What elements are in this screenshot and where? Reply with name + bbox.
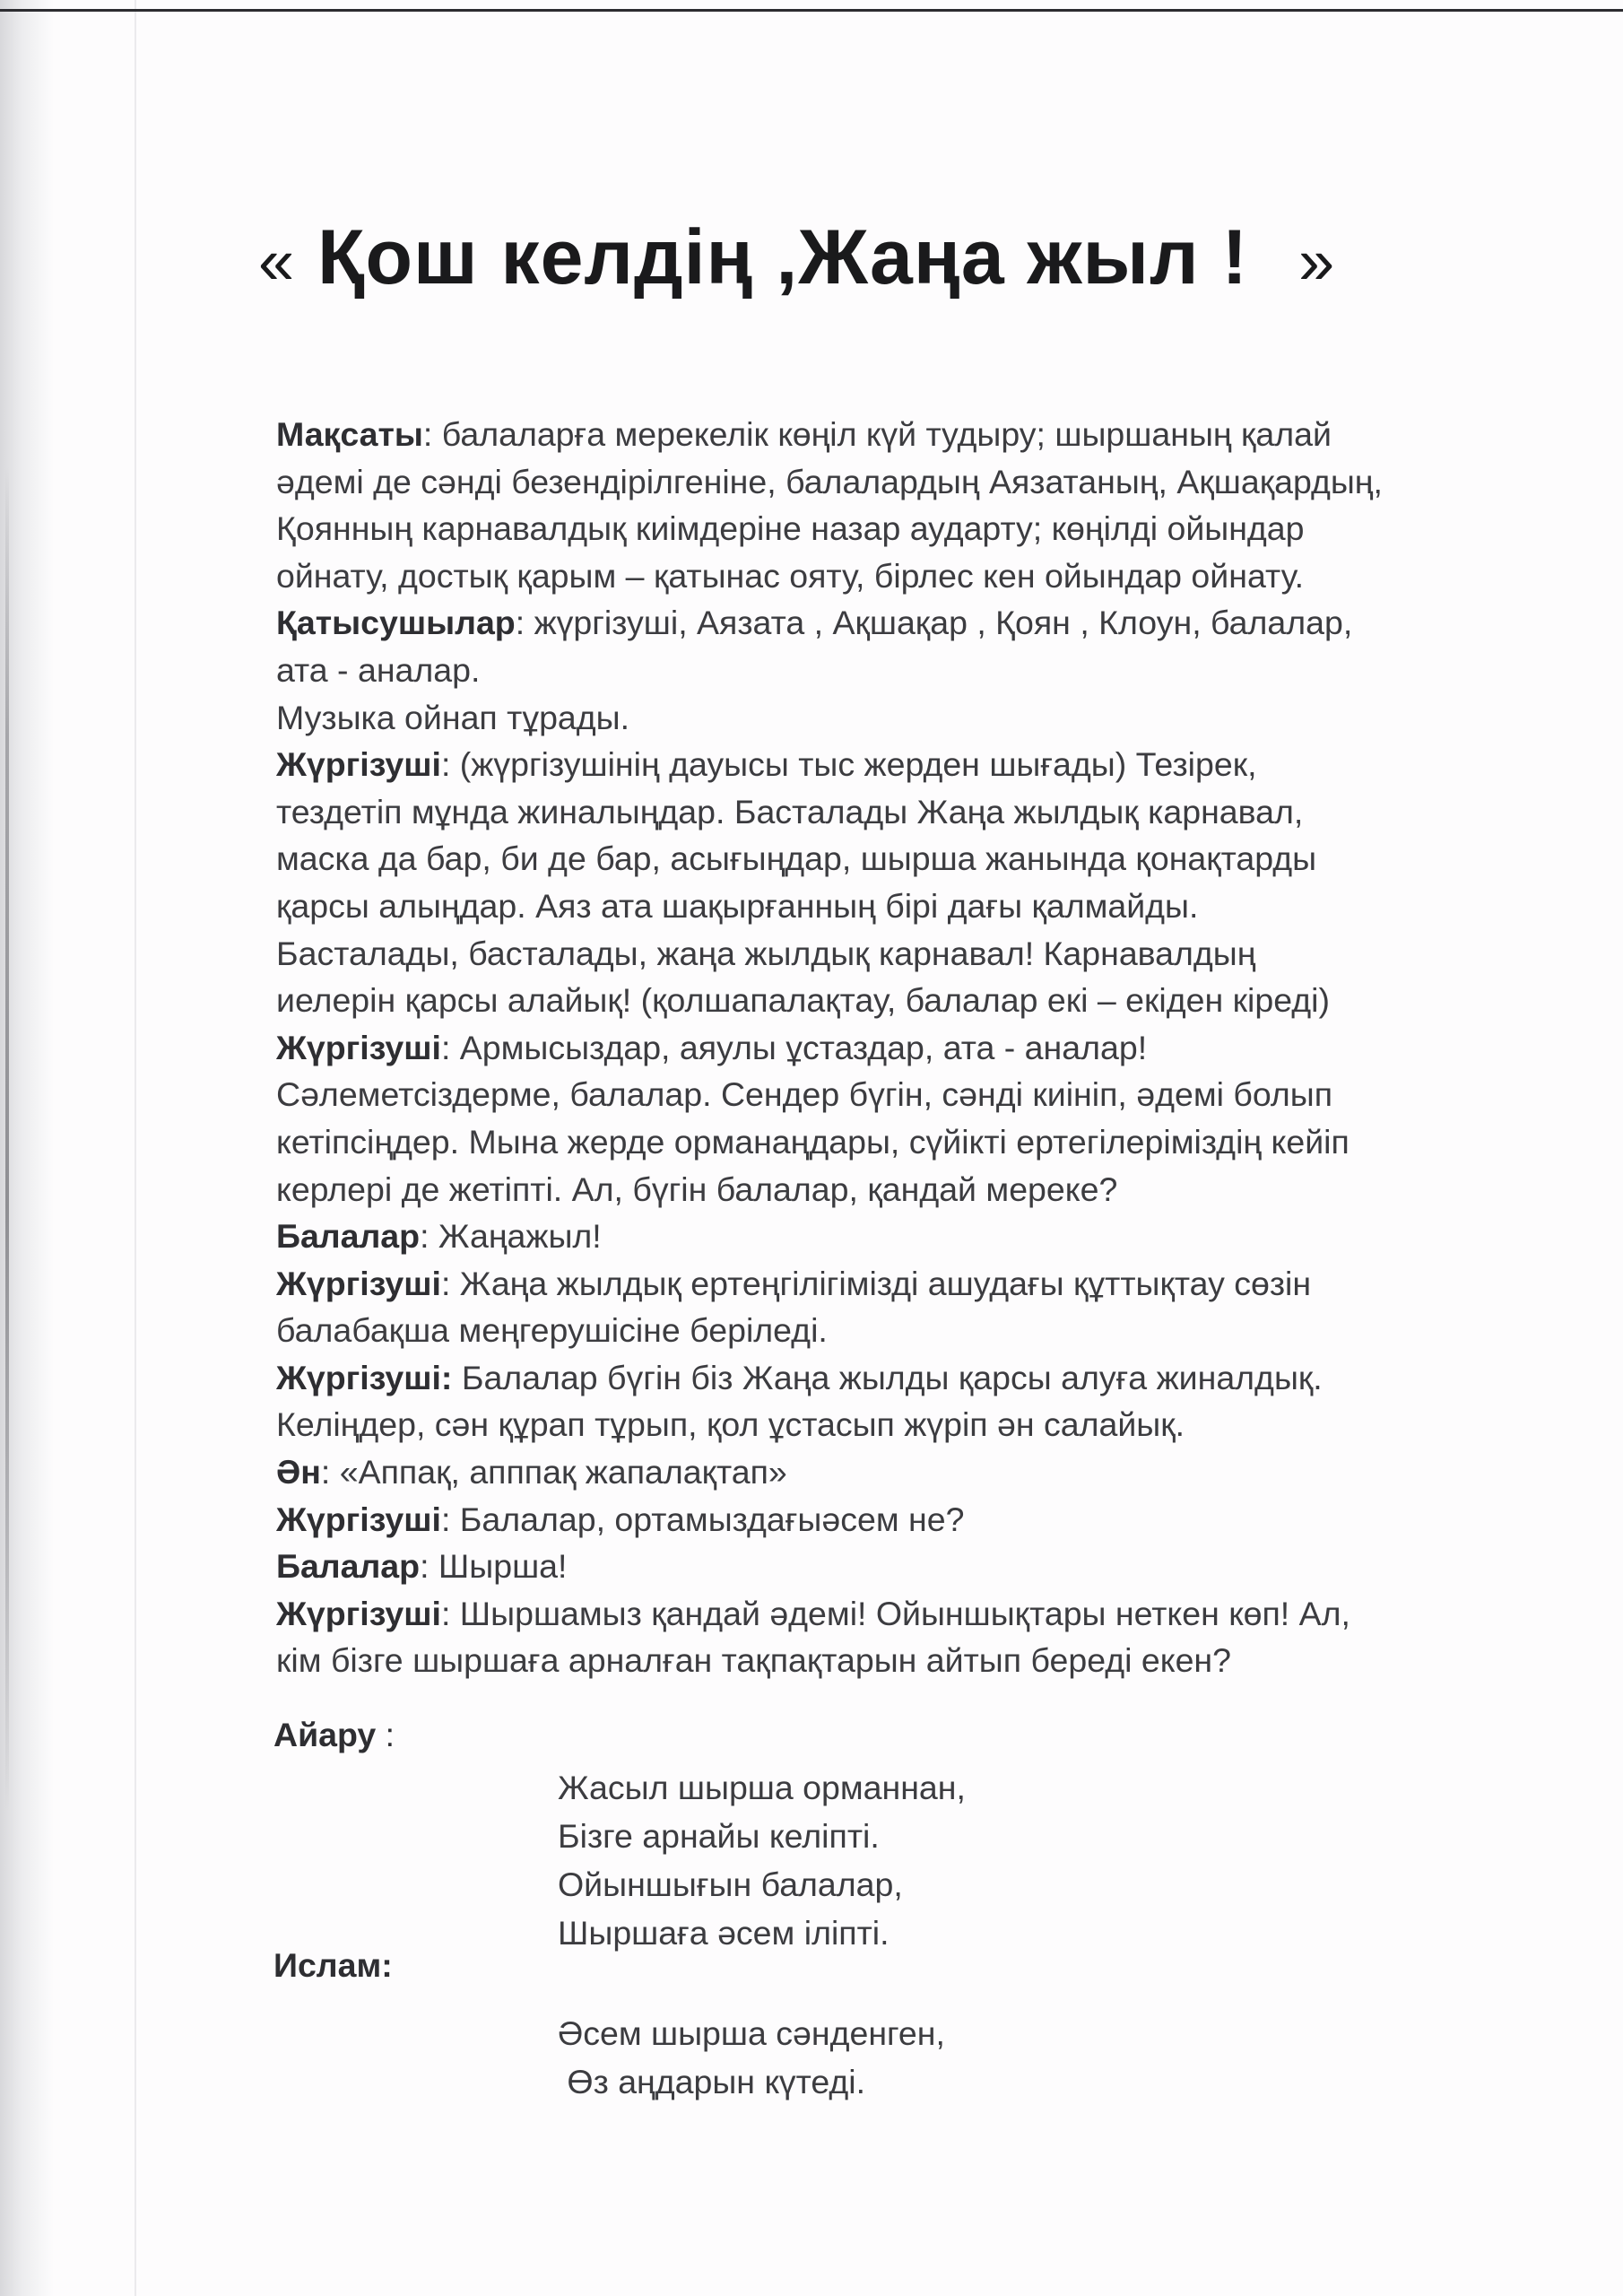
text-line: [276, 1543, 1532, 1590]
poem-line: Әсем шырша сәнденген,: [558, 2014, 945, 2052]
line-text: Қоянның карнавалдық киімдеріне назар аударту; көңілді ойындар: [276, 509, 1305, 548]
label-separator: :: [440, 1594, 451, 1632]
line-text: маска да бар, би де бар, асығыңдар, шырша жанында қонақтарды: [276, 839, 1317, 878]
line-text: қарсы алыңдар. Аяз ата шақырғанның бірі дағы қалмайды.: [276, 886, 1199, 925]
page-edge-line: [135, 0, 136, 2296]
role-label: Қатысушылар: [276, 604, 516, 642]
text-line: [276, 835, 1532, 883]
text-line: [276, 1118, 1532, 1166]
scan-shadow-left: [0, 0, 54, 2296]
page-title: [258, 213, 1532, 302]
text-line: [276, 1166, 1532, 1213]
text-line: [276, 1354, 1532, 1402]
text-line: [276, 1024, 1532, 1072]
role-label: Ән: [276, 1453, 321, 1492]
line-text: иелерін қарсы алайық! (қолшапалақтау, балалар екі – екіден кіреді): [276, 981, 1330, 1020]
line-text: кім бізге шыршаға арналған тақпақтарын айтып береді екен?: [276, 1641, 1231, 1680]
line-text: Сәлеметсіздерме, балалар. Сендер бүгін, сәнді киініп, әдемі болып: [276, 1075, 1333, 1114]
title-close-quote: »: [1298, 226, 1336, 298]
line-text: Шырша!: [438, 1547, 568, 1586]
role-label: Балалар: [276, 1217, 421, 1256]
role-label: Мақсаты: [276, 415, 423, 453]
text-line: [276, 930, 1532, 978]
poem-2: [558, 2009, 1275, 2106]
text-line: [276, 741, 1532, 788]
label-separator: :: [420, 1217, 430, 1256]
text-line: [276, 1448, 1532, 1496]
poem-line: Шыршаға әсем іліпті.: [558, 1914, 890, 1952]
poem-line: Ойыншығын балалар,: [558, 1866, 903, 1903]
line-text: әдемі де сәнді безендірілгеніне, балалардың Аязатаның, Ақшақардың,: [276, 462, 1383, 500]
text-line: [276, 1401, 1532, 1448]
text-line: [276, 883, 1532, 930]
title-text: Қош келдің ,Жаңа жыл !: [317, 214, 1249, 300]
line-text: Жаңа жылдық ертеңгілігімізді ашудағы құттықтау сөзін: [459, 1264, 1312, 1302]
role-label: Жүргізуші: [276, 1500, 441, 1538]
role-label: Балалар: [276, 1547, 421, 1586]
role-label: Жүргізуші:: [276, 1358, 453, 1396]
role-label: Жүргізуші: [276, 1594, 441, 1632]
line-text: жүргізуші, Аязата , Ақшақар , Қоян , Клоун, балалар,: [534, 604, 1353, 642]
speaker-label-1: Айару :: [273, 1716, 395, 1753]
line-text: Келіңдер, сән құрап тұрып, қол ұстасып жүріп ән салайық.: [276, 1405, 1185, 1444]
line-text: Басталады, басталады, жаңа жылдық карнавал! Карнавалдың: [276, 934, 1256, 972]
title-open-quote: «: [258, 226, 296, 298]
document-body: [276, 411, 1532, 1684]
top-border-line: [0, 9, 1623, 12]
label-separator: :: [422, 415, 433, 453]
line-text: керлері де жетіпті. Ал, бүгін балалар, қандай мереке?: [276, 1170, 1118, 1208]
text-line: [276, 411, 1532, 458]
line-text: Музыка ойнап тұрады.: [276, 698, 630, 736]
text-line: [276, 1637, 1532, 1684]
text-line: [276, 458, 1532, 506]
text-line: [276, 1496, 1532, 1544]
label-separator: :: [440, 1028, 451, 1066]
text-line: [276, 1071, 1532, 1118]
line-text: Балалар бүгін біз Жаңа жылды қарсы алуға жиналдық.: [461, 1358, 1323, 1396]
line-text: Жаңажыл!: [438, 1217, 602, 1256]
poem-1: [558, 1763, 1275, 1957]
line-text: балабақша меңгерушісіне беріледі.: [276, 1311, 828, 1350]
text-line: [276, 505, 1532, 552]
label-separator: :: [440, 745, 451, 784]
text-line: [276, 1213, 1532, 1260]
line-text: ойнату, достық қарым – қатынас ояту, бірлес кен ойындар ойнату.: [276, 556, 1304, 595]
line-text: кетіпсіңдер. Мына жерде орманаңдары, сүйікті ертегілеріміздің кейіп: [276, 1122, 1350, 1161]
text-line: [276, 599, 1532, 647]
line-text: «Аппақ, апппақ жапалақтап»: [339, 1453, 787, 1492]
poem-line: Өз аңдарын күтеді.: [558, 2063, 866, 2100]
line-text: Шыршамыз қандай әдемі! Ойыншықтары неткен көп! Ал,: [459, 1594, 1350, 1632]
label-separator: :: [515, 604, 525, 642]
line-text: тездетіп мұнда жиналыңдар. Басталады Жаңа жылдық карнавал,: [276, 792, 1304, 831]
line-text: ата - аналар.: [276, 650, 481, 689]
poem-line: Жасыл шырша орманнан,: [558, 1769, 966, 1806]
label-separator: :: [440, 1264, 451, 1302]
text-line: [276, 647, 1532, 694]
poem-line: Бізге арнайы келіпті.: [558, 1817, 880, 1855]
label-separator: :: [440, 1500, 451, 1538]
role-label: Жүргізуші: [276, 1264, 441, 1302]
text-line: [276, 1260, 1532, 1308]
text-line: [276, 977, 1532, 1024]
text-line: [276, 552, 1532, 600]
line-text: Армысыздар, аяулы ұстаздар, ата - аналар!: [459, 1028, 1148, 1066]
line-text: (жүргізушінің дауысы тыс жерден шығады) Тезірек,: [459, 745, 1257, 784]
speaker-label-2: Ислам:: [273, 1946, 393, 1984]
text-line: [276, 1590, 1532, 1638]
text-line: [276, 694, 1532, 742]
text-line: [276, 1307, 1532, 1354]
line-text: балаларға мерекелік көңіл күй тудыру; шыршаның қалай: [441, 415, 1332, 453]
role-label: Жүргізуші: [276, 745, 441, 784]
text-line: [276, 788, 1532, 836]
label-separator: :: [420, 1547, 430, 1586]
line-text: Балалар, ортамыздағыәсем не?: [459, 1500, 965, 1538]
label-separator: :: [320, 1453, 331, 1492]
role-label: Жүргізуші: [276, 1028, 441, 1066]
